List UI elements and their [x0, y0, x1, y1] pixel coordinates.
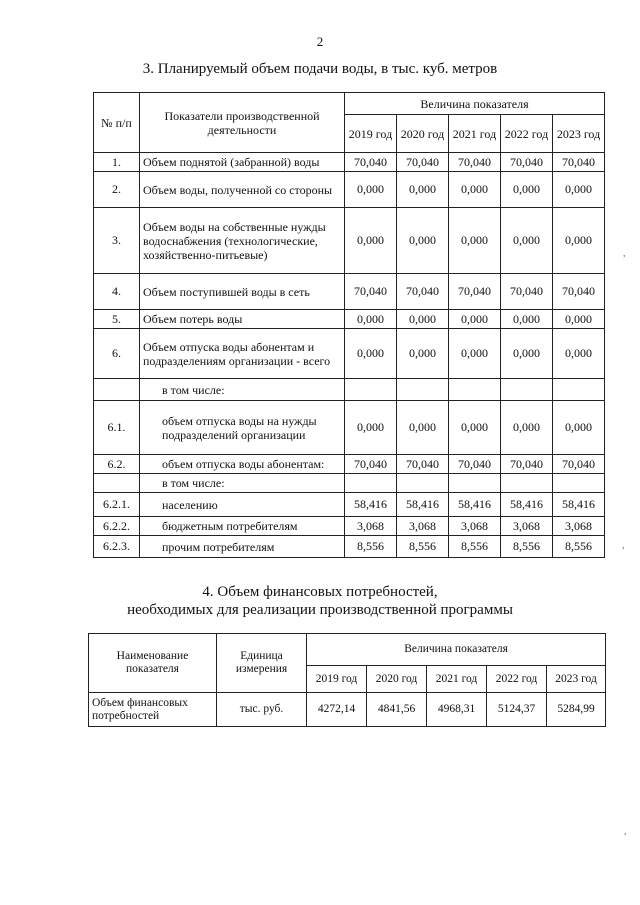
row-value: 0,000: [345, 208, 397, 274]
row-value: [397, 379, 449, 401]
header-year: 2022 год: [501, 115, 553, 153]
row-value: 0,000: [553, 208, 605, 274]
row-number: 6.1.: [94, 401, 140, 455]
row-value: 58,416: [449, 493, 501, 517]
row-value: 0,000: [345, 310, 397, 329]
row-value: [553, 379, 605, 401]
margin-mark: ,: [624, 826, 627, 837]
row-value: 70,040: [501, 153, 553, 172]
row-indicator: прочим потребителям: [140, 536, 345, 558]
row-number: 6.2.: [94, 455, 140, 474]
table-row: [94, 329, 605, 379]
row-number: 6.2.1.: [94, 493, 140, 517]
row-indicator: бюджетным потребителям: [140, 517, 345, 536]
row-value: 70,040: [501, 274, 553, 310]
fin-row-unit: тыс. руб.: [217, 693, 307, 727]
row-indicator: объем отпуска воды абонентам:: [140, 455, 345, 474]
row-value: 0,000: [397, 401, 449, 455]
table-row: [94, 379, 605, 401]
table-row: [94, 310, 605, 329]
row-value: 3,068: [449, 517, 501, 536]
header-value-group: Величина показателя: [345, 93, 605, 115]
header-year: 2023 год: [553, 115, 605, 153]
row-value: 70,040: [397, 455, 449, 474]
fin-header-unit: Единица измерения: [217, 634, 307, 693]
row-indicator: населению: [140, 493, 345, 517]
row-value: 0,000: [501, 172, 553, 208]
row-value: 8,556: [345, 536, 397, 558]
row-value: 0,000: [449, 329, 501, 379]
row-value: 70,040: [553, 153, 605, 172]
row-value: 70,040: [345, 455, 397, 474]
table-row: [94, 455, 605, 474]
fin-header-year: 2020 год: [367, 666, 427, 693]
fin-row-value: 4841,56: [367, 693, 427, 727]
row-value: 58,416: [397, 493, 449, 517]
header-num: № п/п: [94, 93, 140, 153]
section-4-title-line2: необходимых для реализации производственной программы: [127, 602, 513, 618]
row-value: [345, 379, 397, 401]
row-value: 8,556: [449, 536, 501, 558]
row-number: 3.: [94, 208, 140, 274]
row-value: 0,000: [553, 401, 605, 455]
water-supply-table: [93, 92, 605, 558]
row-value: 0,000: [397, 208, 449, 274]
table-row: [94, 172, 605, 208]
row-value: 0,000: [397, 310, 449, 329]
financial-body: [89, 693, 606, 727]
row-value: 58,416: [553, 493, 605, 517]
row-number: 5.: [94, 310, 140, 329]
row-number: [94, 474, 140, 493]
row-value: 58,416: [345, 493, 397, 517]
row-value: 0,000: [553, 329, 605, 379]
row-value: 0,000: [449, 172, 501, 208]
row-value: 70,040: [449, 153, 501, 172]
row-value: 8,556: [501, 536, 553, 558]
fin-header-name: Наименование показателя: [89, 634, 217, 693]
row-indicator: Объем воды на собственные нужды водоснабжения (технологические, хозяйственно-питьевые): [140, 208, 345, 274]
fin-header-value-group: Величина показателя: [307, 634, 606, 666]
fin-header-year: 2019 год: [307, 666, 367, 693]
section-3-title: 3. Планируемый объем подачи воды, в тыс. куб. метров: [142, 61, 498, 77]
row-number: 4.: [94, 274, 140, 310]
row-value: 70,040: [397, 274, 449, 310]
row-value: [345, 474, 397, 493]
row-value: 58,416: [501, 493, 553, 517]
row-value: 0,000: [449, 310, 501, 329]
row-number: [94, 379, 140, 401]
row-indicator: Объем отпуска воды абонентам и подразделениям организации - всего: [140, 329, 345, 379]
row-value: 70,040: [553, 274, 605, 310]
financial-table: [88, 633, 606, 727]
row-value: 0,000: [449, 208, 501, 274]
table-row: [94, 401, 605, 455]
table-row: [94, 517, 605, 536]
row-value: 70,040: [397, 153, 449, 172]
row-value: 0,000: [345, 172, 397, 208]
row-value: 0,000: [553, 172, 605, 208]
row-value: [449, 379, 501, 401]
section-4-title-line1: 4. Объем финансовых потребностей,: [202, 584, 438, 600]
row-value: 70,040: [449, 274, 501, 310]
fin-row-value: 5284,99: [547, 693, 606, 727]
fin-header-year: 2022 год: [487, 666, 547, 693]
fin-header-year: 2021 год: [427, 666, 487, 693]
row-value: 0,000: [501, 310, 553, 329]
row-value: 0,000: [397, 329, 449, 379]
header-year: 2019 год: [345, 115, 397, 153]
row-value: 70,040: [501, 455, 553, 474]
row-number: 2.: [94, 172, 140, 208]
row-number: 6.2.2.: [94, 517, 140, 536]
page-number: 2: [316, 34, 324, 49]
header-year: 2021 год: [449, 115, 501, 153]
row-indicator: в том числе:: [140, 474, 345, 493]
row-value: 8,556: [553, 536, 605, 558]
row-value: 0,000: [553, 310, 605, 329]
margin-mark: ,: [623, 248, 626, 259]
row-indicator: Объем потерь воды: [140, 310, 345, 329]
water-supply-body: [94, 153, 605, 558]
row-value: 3,068: [501, 517, 553, 536]
row-indicator: Объем поднятой (забранной) воды: [140, 153, 345, 172]
row-value: 0,000: [501, 208, 553, 274]
row-value: 70,040: [449, 455, 501, 474]
row-number: 1.: [94, 153, 140, 172]
row-value: [449, 474, 501, 493]
fin-row-name: Объем финансовых потребностей: [89, 693, 217, 727]
header-year: 2020 год: [397, 115, 449, 153]
row-value: 0,000: [501, 401, 553, 455]
row-value: 70,040: [553, 455, 605, 474]
table-row: [94, 274, 605, 310]
row-indicator: объем отпуска воды на нужды подразделений организации: [140, 401, 345, 455]
table-row: [94, 153, 605, 172]
row-indicator: Объем поступившей воды в сеть: [140, 274, 345, 310]
row-value: [501, 379, 553, 401]
fin-row-value: 4968,31: [427, 693, 487, 727]
table-row: [94, 474, 605, 493]
row-value: [501, 474, 553, 493]
margin-mark: ,: [622, 540, 625, 551]
fin-header-year: 2023 год: [547, 666, 606, 693]
row-indicator: в том числе:: [140, 379, 345, 401]
row-value: [553, 474, 605, 493]
row-value: 0,000: [345, 401, 397, 455]
row-value: 0,000: [345, 329, 397, 379]
table-row: [94, 208, 605, 274]
row-number: 6.2.3.: [94, 536, 140, 558]
row-value: 0,000: [449, 401, 501, 455]
row-value: 0,000: [501, 329, 553, 379]
row-value: 8,556: [397, 536, 449, 558]
row-number: 6.: [94, 329, 140, 379]
row-value: 3,068: [553, 517, 605, 536]
header-indicator: Показатели производственной деятельности: [140, 93, 345, 153]
row-value: 0,000: [397, 172, 449, 208]
table-row: [94, 493, 605, 517]
row-value: 70,040: [345, 153, 397, 172]
row-indicator: Объем воды, полученной со стороны: [140, 172, 345, 208]
fin-row-value: 4272,14: [307, 693, 367, 727]
row-value: 70,040: [345, 274, 397, 310]
table-row: [94, 536, 605, 558]
row-value: [397, 474, 449, 493]
row-value: 3,068: [345, 517, 397, 536]
row-value: 3,068: [397, 517, 449, 536]
table-row: [89, 693, 606, 727]
fin-row-value: 5124,37: [487, 693, 547, 727]
